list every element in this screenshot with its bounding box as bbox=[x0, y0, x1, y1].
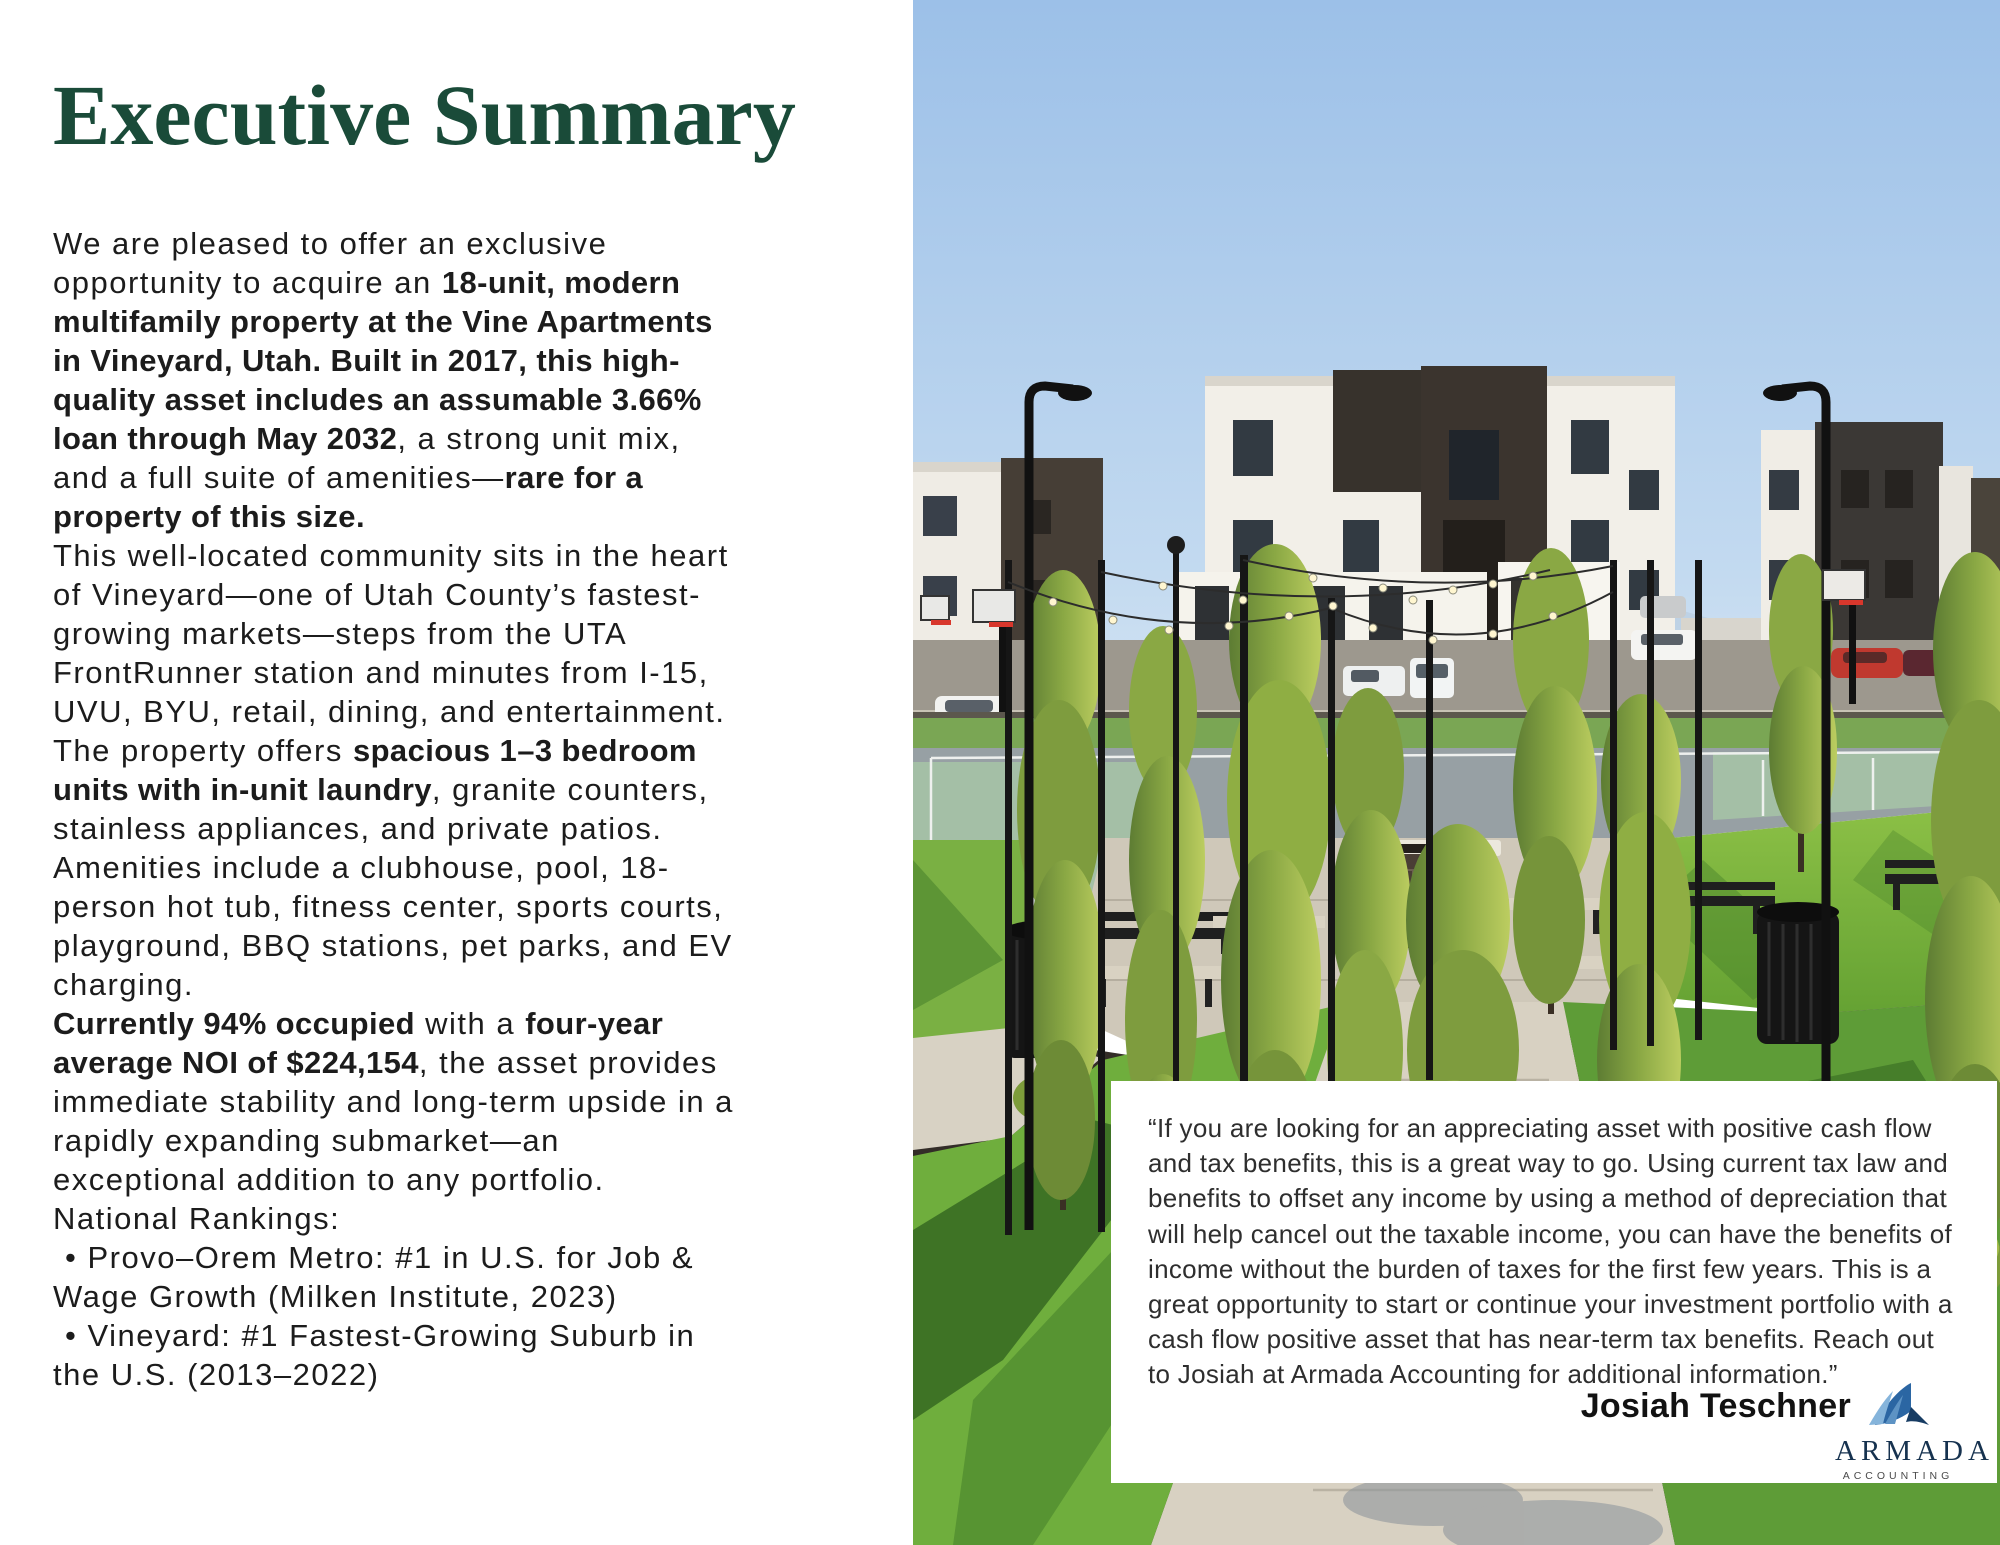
testimonial-card bbox=[1111, 1081, 1997, 1483]
summary-paragraph: • Provo–Orem Metro: #1 in U.S. for Job & Wage Growth (Milken Institute, 2023) bbox=[53, 1240, 695, 1314]
summary-paragraph: Amenities include a clubhouse, pool, 18-person hot tub, fitness center, sports courts, playground, BBQ stations, pet parks, and EV charging. bbox=[53, 850, 733, 1002]
summary-paragraph: This well-located community sits in the heart of Vineyard—one of Utah County’s fastest-growing markets—steps from the UTA FrontRunner station and minutes from I-15, UVU, BYU, retail, dining, and entertainment. bbox=[53, 538, 729, 729]
page-title: Executive Summary bbox=[53, 67, 796, 163]
summary-text bbox=[53, 224, 743, 1394]
armada-logo-name: ARMADA bbox=[1835, 1435, 1994, 1467]
summary-paragraph: National Rankings: bbox=[53, 1201, 341, 1236]
testimonial-text: “If you are looking for an appreciating asset with positive cash flow and tax benefits, this is a great way to go. Using current tax law and benefits to offset any income by using a method of depreciation that will help cancel out the taxable income, you can have the benefits of income without the burden of taxes for the first few years. This is a great opportunity to start or continue your investment portfolio with a cash flow positive asset that has near-term tax benefits. Reach out to Josiah at Armada Accounting for additional information.” bbox=[1148, 1113, 1953, 1390]
summary-paragraph: We are pleased to offer an exclusive opportunity to acquire an 18-unit, modern multifamily property at the Vine Apartments in Vineyard, Utah. Built in 2017, this high-quality asset includes an assumable 3.66% loan through May 2032, a strong unit mix, and a full suite of amenities—rare for a property of this size. bbox=[53, 226, 713, 534]
testimonial-author: Josiah Teschner bbox=[1580, 1387, 1851, 1425]
armada-logo-subtitle: ACCOUNTING bbox=[1842, 1470, 1954, 1482]
summary-paragraph: • Vineyard: #1 Fastest-Growing Suburb in the U.S. (2013–2022) bbox=[53, 1318, 696, 1392]
summary-paragraph: Currently 94% occupied with a four-year average NOI of $224,154, the asset provides immediate stability and long-term upside in a rapidly expanding submarket—an exceptional addition to any portfolio. bbox=[53, 1006, 734, 1197]
armada-logo bbox=[1835, 1381, 1994, 1482]
summary-paragraph: The property offers spacious 1–3 bedroom units with in-unit laundry, granite counters, stainless appliances, and private patios. bbox=[53, 733, 709, 846]
summary-panel bbox=[0, 0, 913, 1545]
armada-sail-icon bbox=[1861, 1381, 1935, 1433]
